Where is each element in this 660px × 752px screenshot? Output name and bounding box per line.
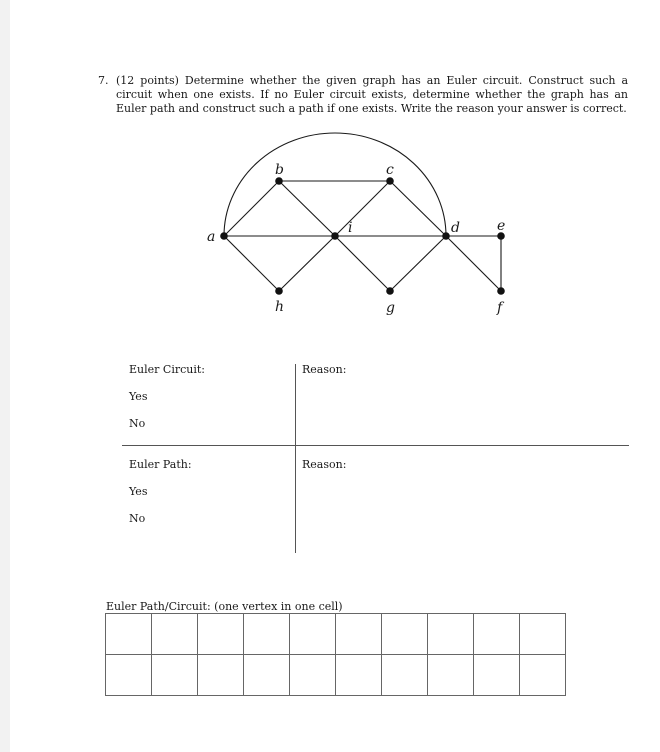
vertex-label-g: g	[386, 300, 395, 316]
question-number: 7.	[98, 74, 109, 87]
grid-cell[interactable]	[290, 655, 336, 696]
edge-i-g	[335, 236, 390, 291]
grid-row	[106, 655, 566, 696]
grid-cell[interactable]	[152, 614, 198, 655]
grid-cell[interactable]	[106, 655, 152, 696]
grid-cell[interactable]	[290, 614, 336, 655]
vertex-label-e: e	[497, 218, 506, 234]
edge-c-d	[390, 181, 446, 236]
section-divider-vertical	[295, 364, 296, 553]
euler-path-label: Euler Path:	[129, 458, 192, 471]
vertex-label-c: c	[386, 162, 394, 178]
vertex-label-h: h	[275, 299, 285, 315]
vertex-label-a: a	[207, 229, 216, 245]
grid-cell[interactable]	[520, 614, 566, 655]
euler-circuit-yes[interactable]: Yes	[129, 390, 148, 403]
edge-b-i	[279, 181, 335, 236]
vertex-b	[275, 177, 283, 185]
grid-cell[interactable]	[428, 614, 474, 655]
vertex-label-i: i	[348, 220, 353, 236]
euler-circuit-label: Euler Circuit:	[129, 363, 205, 376]
answer-grid	[105, 613, 566, 696]
question-text: (12 points) Determine whether the given graph has an Euler circuit. Construct such a circuit when one exists. If no Euler circuit exists, determine whether the graph has an Euler path and construct such a path if one exists. Write the reason your answer is correct.	[116, 74, 628, 115]
vertex-label-f: f	[497, 300, 503, 316]
grid-row	[106, 614, 566, 655]
edge-c-i	[335, 181, 390, 236]
euler-path-no[interactable]: No	[129, 512, 146, 525]
vertex-d	[442, 232, 450, 240]
graph-figure	[10, 0, 660, 330]
grid-cell[interactable]	[244, 614, 290, 655]
vertex-c	[386, 177, 394, 185]
edge-a-h	[224, 236, 279, 291]
grid-cell[interactable]	[474, 614, 520, 655]
grid-cell[interactable]	[520, 655, 566, 696]
grid-cell[interactable]	[474, 655, 520, 696]
vertex-g	[386, 287, 394, 295]
grid-cell[interactable]	[152, 655, 198, 696]
grid-cell[interactable]	[382, 655, 428, 696]
euler-circuit-no[interactable]: No	[129, 417, 146, 430]
edge-i-h	[279, 236, 335, 291]
grid-cell[interactable]	[106, 614, 152, 655]
grid-cell[interactable]	[382, 614, 428, 655]
euler-path-yes[interactable]: Yes	[129, 485, 148, 498]
vertex-i	[331, 232, 339, 240]
edge-d-f	[446, 236, 501, 291]
edge-a-b	[224, 181, 279, 236]
vertex-label-d: d	[451, 220, 460, 236]
vertex-f	[497, 287, 505, 295]
euler-path-reason-label: Reason:	[302, 458, 347, 471]
euler-circuit-reason-label: Reason:	[302, 363, 347, 376]
grid-cell[interactable]	[198, 655, 244, 696]
grid-cell[interactable]	[198, 614, 244, 655]
grid-cell[interactable]	[336, 614, 382, 655]
vertex-label-b: b	[275, 162, 284, 178]
grid-cell[interactable]	[428, 655, 474, 696]
vertex-h	[275, 287, 283, 295]
exam-page	[10, 0, 660, 752]
section-divider-horizontal	[122, 445, 629, 446]
vertex-a	[220, 232, 228, 240]
grid-cell[interactable]	[244, 655, 290, 696]
grid-cell[interactable]	[336, 655, 382, 696]
grid-title: Euler Path/Circuit: (one vertex in one cell)	[106, 600, 343, 613]
edge-a-d-arc	[224, 133, 446, 236]
edge-g-d	[390, 236, 446, 291]
